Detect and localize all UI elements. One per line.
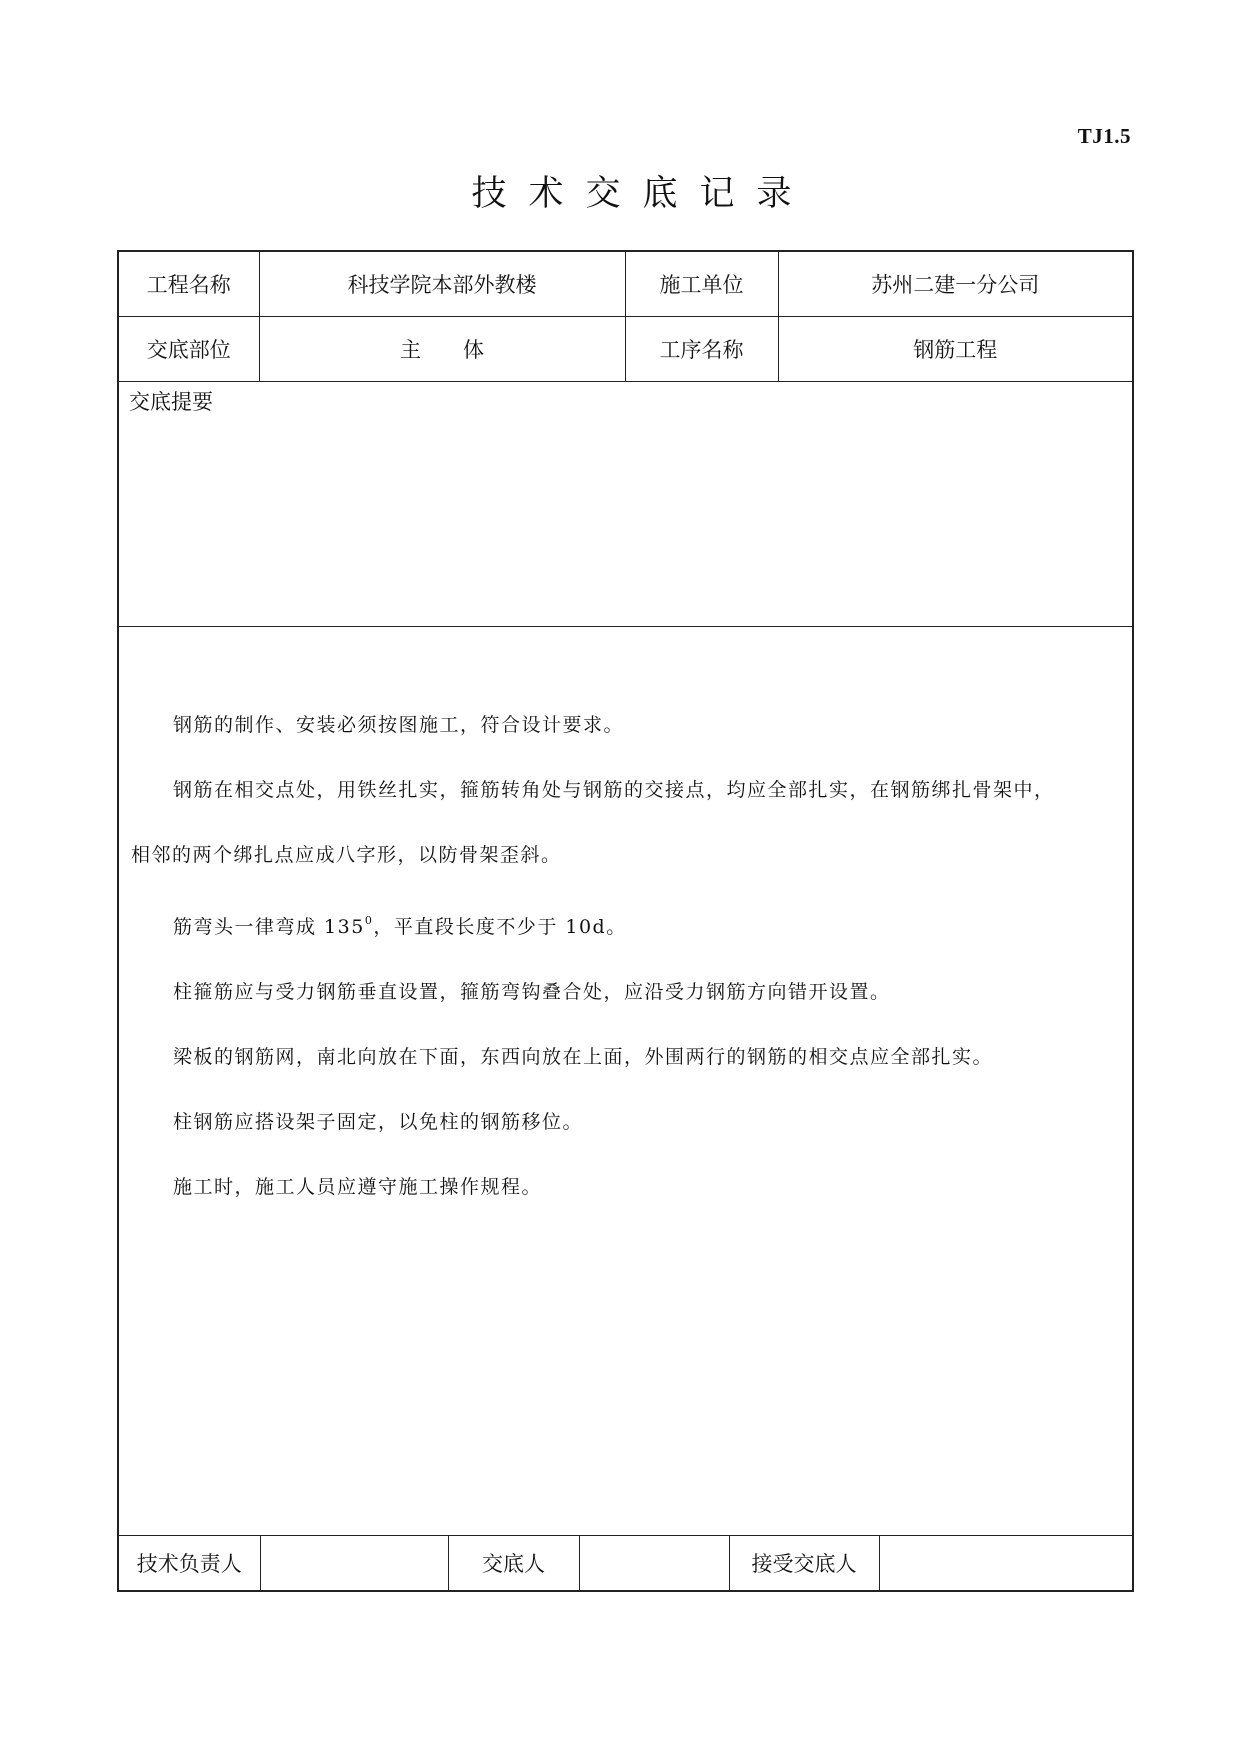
paragraph-1: 钢筋的制作、安装必须按图施工，符合设计要求。 [173,714,625,736]
position-value[interactable] [259,317,625,382]
info-row-1 [118,251,1133,317]
signature-row [118,1536,1133,1592]
tech-lead-value[interactable] [260,1536,448,1590]
degree-mark: 0 [364,914,374,927]
project-name-label: 工程名称 [118,251,259,317]
paragraph-7: 施工时，施工人员应遵守施工操作规程。 [173,1176,543,1198]
paragraph-3-tail: ，平直段长度不少于 10d。 [373,916,627,938]
disclosure-content [119,627,1132,1220]
summary-label: 交底提要 [129,390,213,414]
process-name-label: 工序名称 [625,317,778,382]
paragraph-4: 柱箍筋应与受力钢筋垂直设置，箍筋弯钩叠合处，应沿受力钢筋方向错开设置。 [173,981,891,1003]
signature-container [118,1536,1133,1592]
discloser-value[interactable] [579,1536,729,1590]
construction-unit-value[interactable]: 苏州二建一分公司 [778,251,1133,317]
summary-cell[interactable] [118,382,1133,627]
process-name-value[interactable]: 钢筋工程 [778,317,1133,382]
form-code: TJ1.5 [1077,124,1131,148]
summary-row [118,382,1133,627]
technical-disclosure-table [117,250,1134,1592]
construction-unit-label: 施工单位 [625,251,778,317]
disclosure-content-cell[interactable] [118,627,1133,1536]
paragraph-6: 柱钢筋应搭设架子固定，以免柱的钢筋移位。 [173,1111,584,1133]
paragraph-2: 钢筋在相交点处，用铁丝扎实，箍筋转角处与钢筋的交接点，均应全部扎实，在钢筋绑扎骨架中， [173,779,1055,801]
position-value-text: 主体 [400,338,526,362]
tech-lead-label: 技术负责人 [119,1536,260,1590]
paragraph-3-text: 筋弯头一律弯成 135 [173,916,365,938]
position-label: 交底部位 [118,317,259,382]
body-row [118,627,1133,1536]
paragraph-5: 梁板的钢筋网，南北向放在下面，东西向放在上面，外围两行的钢筋的相交点应全部扎实。 [173,1046,994,1068]
document-title: 技术交底记录 [471,174,814,214]
paragraph-2-continued: 相邻的两个绑扎点应成八字形，以防骨架歪斜。 [131,844,562,866]
paragraph-3 [131,888,1118,960]
receiver-label: 接受交底人 [729,1536,879,1590]
signature-table [119,1536,1134,1590]
project-name-value[interactable]: 科技学院本部外教楼 [259,251,625,317]
discloser-label: 交底人 [448,1536,579,1590]
info-row-2 [118,317,1133,382]
receiver-value[interactable] [879,1536,1134,1590]
